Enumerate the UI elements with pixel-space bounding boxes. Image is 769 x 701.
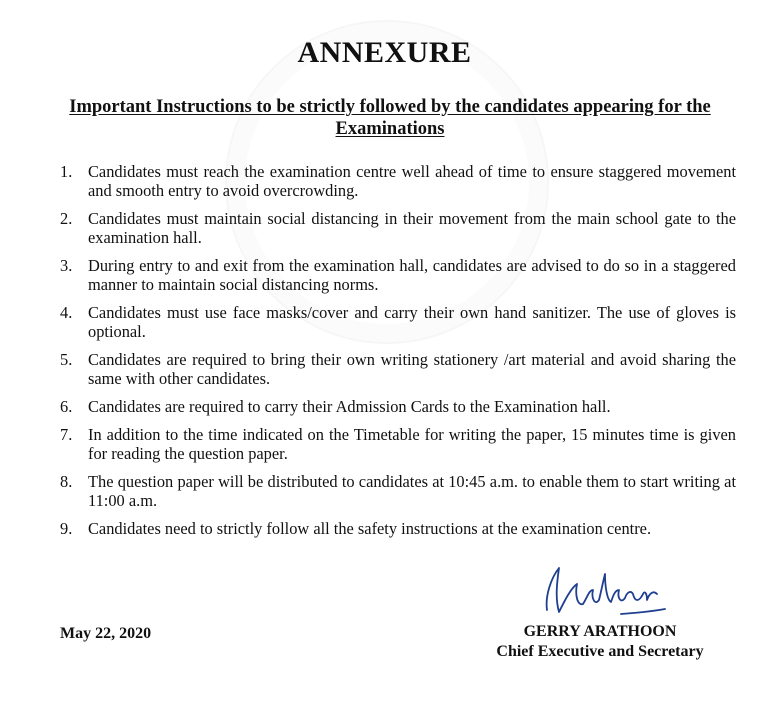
item-text: During entry to and exit from the examination hall, candidates are advised to do so in a staggered manner to maintain social distancing norms. — [88, 256, 736, 294]
item-text: Candidates must maintain social distancing in their movement from the main school gate to the examination hall. — [88, 209, 736, 247]
item-text: Candidates need to strictly follow all the safety instructions at the examination centre. — [88, 519, 652, 538]
document-subtitle: Important Instructions to be strictly followed by the candidates appearing for the Examinations — [69, 97, 711, 139]
list-item — [60, 209, 736, 247]
item-text: Candidates must reach the examination centre well ahead of time to ensure staggered movement and smooth entry to avoid overcrowding. — [88, 162, 736, 200]
list-item — [60, 425, 736, 463]
signature-block — [470, 560, 730, 662]
item-number: 7. — [60, 425, 73, 444]
item-number: 4. — [60, 303, 73, 322]
list-item — [60, 350, 736, 388]
list-item — [60, 397, 736, 416]
item-text: Candidates are required to bring their own writing stationery /art material and avoid sharing the same with other candidates. — [88, 350, 736, 388]
signatory-designation: Chief Executive and Secretary — [496, 643, 704, 660]
item-number: 9. — [60, 519, 73, 538]
item-text: The question paper will be distributed to candidates at 10:45 a.m. to enable them to start writing at 11:00 a.m. — [88, 472, 736, 510]
item-number: 6. — [60, 397, 73, 416]
signatory-name: GERRY ARATHOON — [523, 623, 677, 640]
item-number: 3. — [60, 256, 73, 275]
item-text: Candidates must use face masks/cover and carry their own hand sanitizer. The use of gloves is optional. — [88, 303, 736, 341]
item-number: 2. — [60, 209, 73, 228]
document-title: ANNEXURE — [297, 36, 472, 69]
instructions-list — [60, 162, 736, 547]
list-item — [60, 303, 736, 341]
list-item — [60, 162, 736, 200]
item-number: 8. — [60, 472, 73, 491]
signature-image — [525, 560, 675, 622]
item-text: In addition to the time indicated on the Timetable for writing the paper, 15 minutes time is given for reading the question paper. — [88, 425, 736, 463]
item-text: Candidates are required to carry their Admission Cards to the Examination hall. — [88, 397, 611, 416]
list-item — [60, 519, 736, 538]
document-date: May 22, 2020 — [60, 625, 152, 642]
list-item — [60, 472, 736, 510]
item-number: 5. — [60, 350, 73, 369]
list-item — [60, 256, 736, 294]
item-number: 1. — [60, 162, 73, 181]
